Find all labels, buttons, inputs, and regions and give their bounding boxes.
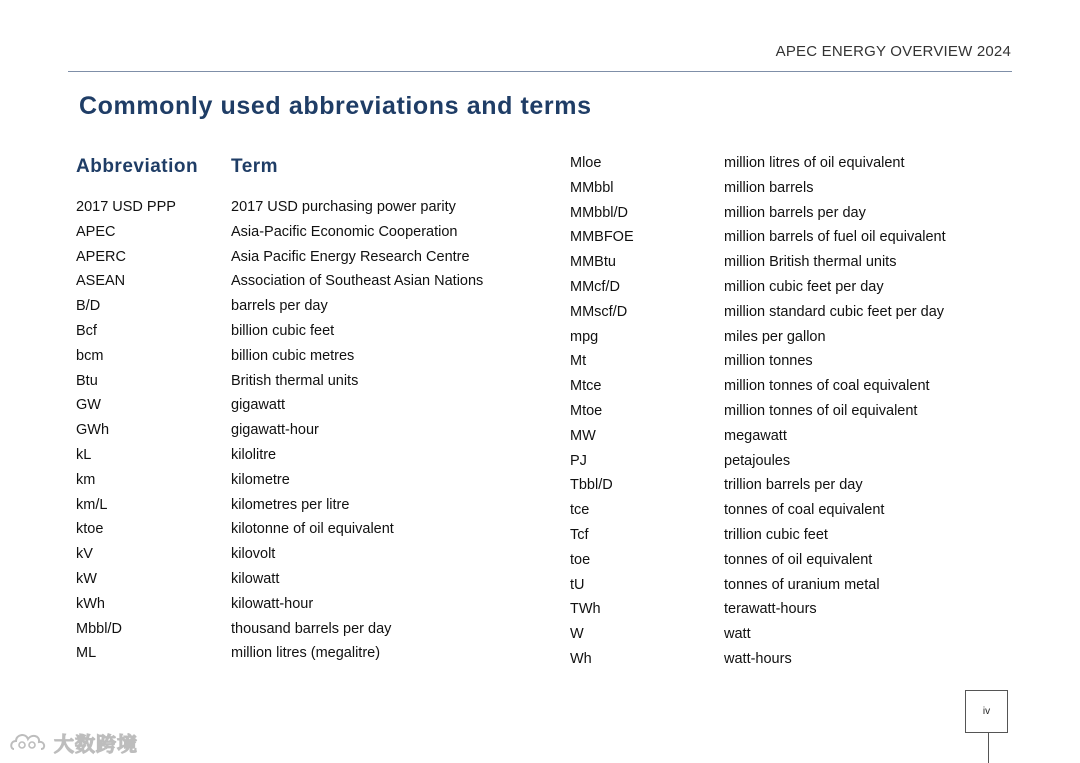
term-definition: tonnes of oil equivalent — [724, 551, 873, 568]
abbreviation: bcm — [76, 347, 104, 364]
abbreviation: MMbbl — [570, 179, 614, 196]
term-definition: million barrels — [724, 179, 814, 196]
abbreviation: ASEAN — [76, 273, 126, 290]
abbreviation: tce — [570, 502, 590, 519]
term-definition: kilometres per litre — [231, 496, 350, 513]
term-definition: kilowatt — [231, 570, 280, 587]
term-definition: million litres of oil equivalent — [724, 155, 905, 171]
term-definition: million tonnes of coal equivalent — [724, 378, 930, 395]
term-definition: 2017 USD purchasing power parity — [231, 199, 456, 215]
abbreviation: GWh — [76, 422, 110, 439]
term-definition: tonnes of coal equivalent — [724, 502, 885, 519]
page-heading: Commonly used abbreviations and terms — [79, 92, 592, 120]
term-definition: megawatt — [724, 427, 787, 444]
abbreviation: 2017 USD PPP — [76, 199, 176, 215]
abbreviation: MMBtu — [570, 254, 616, 271]
term-definition: million tonnes of oil equivalent — [724, 402, 918, 419]
abbreviation: tU — [570, 576, 585, 593]
abbreviation: MW — [570, 427, 596, 444]
abbreviation: APERC — [76, 248, 126, 265]
abbreviation: PJ — [570, 452, 587, 469]
term-definition: million tonnes — [724, 353, 813, 370]
term-definition: trillion barrels per day — [724, 477, 863, 494]
abbreviation: MMBFOE — [570, 229, 634, 246]
term-definition: thousand barrels per day — [231, 620, 392, 637]
term-definition: Association of Southeast Asian Nations — [231, 273, 484, 290]
abbreviation: kL — [76, 446, 92, 463]
abbreviation: ML — [76, 645, 97, 662]
term-definition: trillion cubic feet — [724, 526, 828, 543]
term-definition: million litres (megalitre) — [231, 645, 381, 662]
term-definition: watt — [724, 626, 751, 643]
term-definition: gigawatt — [231, 397, 286, 414]
abbreviation: B/D — [76, 298, 101, 315]
term-definition: tonnes of uranium metal — [724, 576, 880, 593]
abbreviation: TWh — [570, 601, 601, 618]
term-definition: gigawatt-hour — [231, 422, 319, 439]
term-definition: million barrels per day — [724, 204, 866, 221]
page-number-connector — [988, 733, 989, 763]
abbreviation: kW — [76, 570, 97, 587]
abbreviation: MMcf/D — [570, 278, 620, 295]
page-number: iv — [965, 690, 1008, 733]
term-definition: watt-hours — [724, 650, 792, 667]
term-definition: British thermal units — [231, 372, 359, 389]
abbreviation: km/L — [76, 496, 108, 513]
document-header-title: APEC ENERGY OVERVIEW 2024 — [775, 43, 1011, 60]
cloud-logo-icon — [8, 729, 50, 755]
abbreviation: km — [76, 471, 96, 488]
abbreviation: Mt — [570, 353, 587, 370]
abbreviation: APEC — [76, 223, 116, 240]
abbreviation: toe — [570, 551, 591, 568]
term-column-header: Term — [231, 156, 279, 177]
abbreviation: Btu — [76, 372, 98, 389]
term-definition: petajoules — [724, 452, 791, 469]
abbreviation: Mtce — [570, 378, 602, 395]
abbreviation: ktoe — [76, 521, 104, 538]
term-definition: miles per gallon — [724, 328, 826, 345]
term-definition: billion cubic metres — [231, 347, 355, 364]
watermark — [8, 727, 138, 757]
term-definition: kilolitre — [231, 446, 277, 463]
abbreviation: Mloe — [570, 155, 602, 171]
term-definition: kilowatt-hour — [231, 595, 314, 612]
term-definition: million barrels of fuel oil equivalent — [724, 229, 946, 246]
term-definition: Asia-Pacific Economic Cooperation — [231, 223, 458, 240]
term-definition: terawatt-hours — [724, 601, 817, 618]
abbreviation: Tcf — [570, 526, 589, 543]
abbreviation: kV — [76, 546, 93, 563]
watermark-text: 大数跨境 — [54, 731, 138, 756]
abbreviation: mpg — [570, 328, 599, 345]
term-definition: kilovolt — [231, 546, 276, 563]
term-definition: million British thermal units — [724, 254, 897, 271]
abbreviation: Mbbl/D — [76, 620, 122, 637]
term-definition: million standard cubic feet per day — [724, 303, 945, 320]
header-divider — [68, 71, 1012, 72]
abbreviation: MMbbl/D — [570, 204, 629, 221]
abbreviation-column-header: Abbreviation — [76, 156, 199, 177]
term-definition: Asia Pacific Energy Research Centre — [231, 248, 470, 265]
abbreviation: Mtoe — [570, 402, 603, 419]
abbreviation: Wh — [570, 650, 592, 667]
term-definition: barrels per day — [231, 298, 328, 315]
term-definition: million cubic feet per day — [724, 278, 884, 295]
abbreviation: Bcf — [76, 322, 97, 339]
abbreviation: MMscf/D — [570, 303, 628, 320]
abbreviation: Tbbl/D — [570, 477, 613, 494]
term-definition: kilometre — [231, 471, 290, 488]
abbreviation: GW — [76, 397, 101, 414]
abbreviation: kWh — [76, 595, 105, 612]
term-definition: billion cubic feet — [231, 322, 335, 339]
abbreviation: W — [570, 626, 584, 643]
term-definition: kilotonne of oil equivalent — [231, 521, 394, 538]
